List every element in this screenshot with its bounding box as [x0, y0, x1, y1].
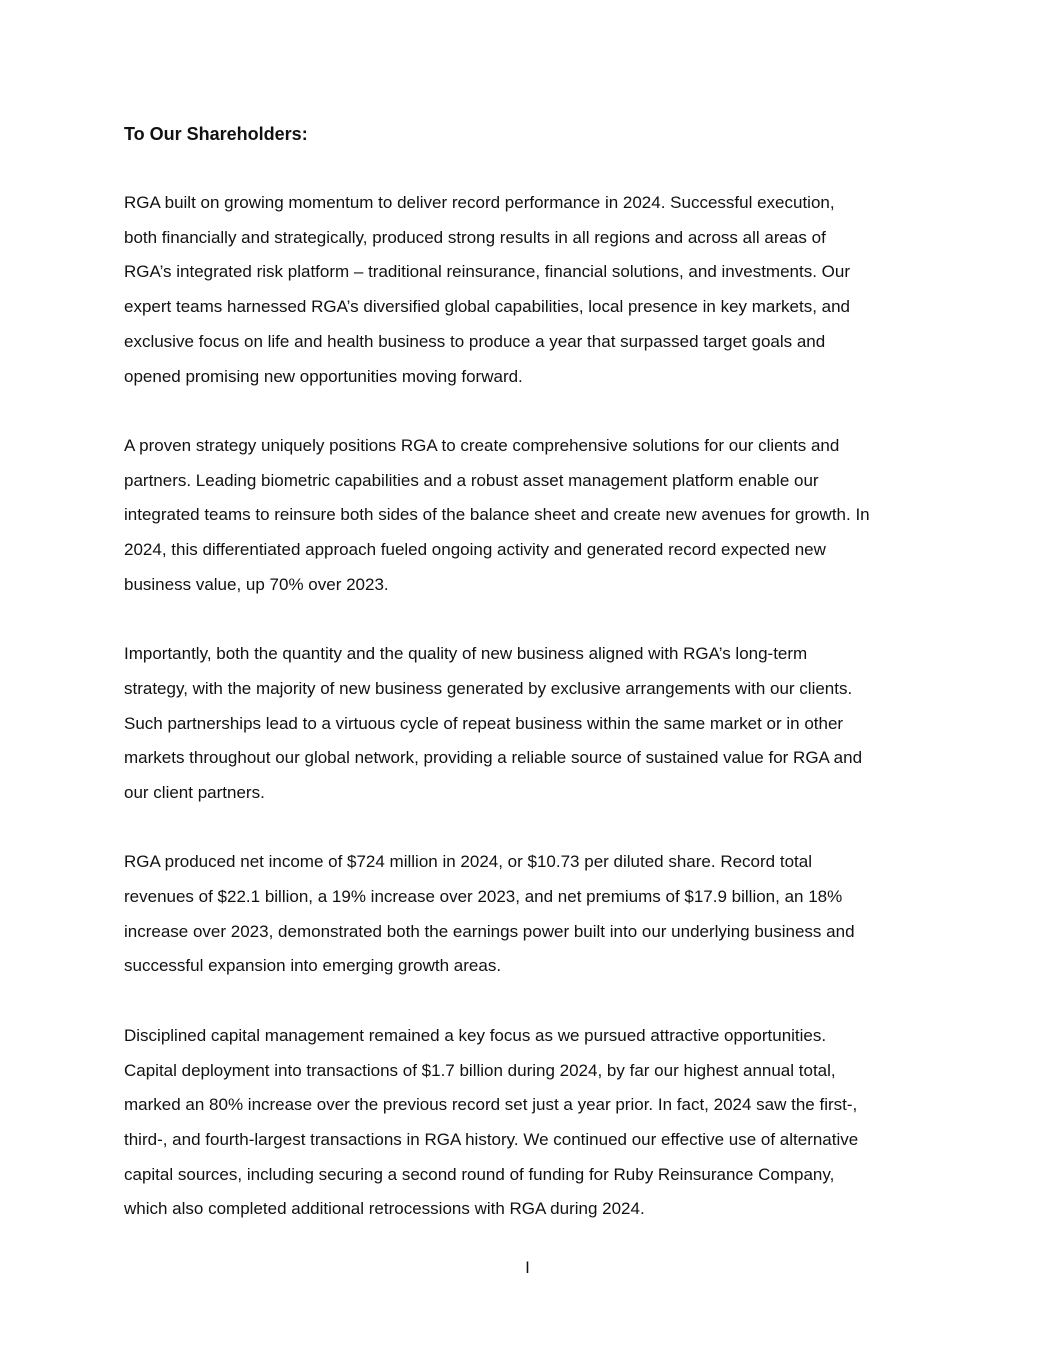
paragraph [124, 845, 934, 984]
paragraph-line: Capital deployment into transactions of $1.7 billion during 2024, by far our highest annual total, [124, 1060, 836, 1080]
page-number: I [525, 1258, 530, 1277]
paragraph-line: revenues of $22.1 billion, a 19% increase over 2023, and net premiums of $17.9 billion, an 18% [124, 887, 843, 907]
paragraph-line: expert teams harnessed RGA’s diversified global capabilities, local presence in key markets, and [124, 297, 851, 317]
paragraph [124, 186, 934, 394]
paragraph-line: 2024, this differentiated approach fueled ongoing activity and generated record expected new [124, 540, 826, 560]
paragraph [124, 637, 934, 811]
paragraph-line: markets throughout our global network, providing a reliable source of sustained value for RGA and [124, 748, 863, 768]
paragraph-line: Such partnerships lead to a virtuous cycle of repeat business within the same market or in other [124, 713, 844, 733]
paragraph-line: business value, up 70% over 2023. [124, 574, 389, 594]
paragraph-line: third-, and fourth-largest transactions in RGA history. We continued our effective use of alternative [124, 1129, 859, 1149]
paragraph-line: A proven strategy uniquely positions RGA to create comprehensive solutions for our clients and [124, 435, 840, 455]
paragraph-line: our client partners. [124, 782, 265, 802]
paragraph-line: opened promising new opportunities moving forward. [124, 366, 523, 386]
paragraph [124, 429, 934, 603]
paragraph-line: exclusive focus on life and health business to produce a year that surpassed target goals and [124, 331, 826, 351]
paragraph-line: strategy, with the majority of new business generated by exclusive arrangements with our clients. [124, 678, 853, 698]
letter-heading: To Our Shareholders: [124, 124, 308, 144]
paragraph-line: Importantly, both the quantity and the quality of new business aligned with RGA’s long-term [124, 644, 808, 664]
paragraph-line: increase over 2023, demonstrated both the earnings power built into our underlying business and [124, 921, 855, 941]
paragraph-line: which also completed additional retrocessions with RGA during 2024. [124, 1199, 645, 1219]
paragraph [124, 1019, 934, 1227]
paragraph-line: both financially and strategically, produced strong results in all regions and across all areas of [124, 227, 826, 247]
paragraph-line: successful expansion into emerging growth areas. [124, 956, 502, 976]
paragraph-line: RGA built on growing momentum to deliver record performance in 2024. Successful execution, [124, 193, 835, 212]
letter-body [124, 186, 934, 1262]
paragraph-line: partners. Leading biometric capabilities and a robust asset management platform enable our [124, 470, 819, 490]
paragraph-line: RGA produced net income of $724 million in 2024, or $10.73 per diluted share. Record total [124, 852, 812, 872]
paragraph-line: integrated teams to reinsure both sides of the balance sheet and create new avenues for growth. In [124, 505, 870, 525]
paragraph-line: Disciplined capital management remained a key focus as we pursued attractive opportunities. [124, 1025, 827, 1045]
paragraph-line: capital sources, including securing a second round of funding for Ruby Reinsurance Company, [124, 1164, 835, 1184]
paragraph-line: RGA’s integrated risk platform – traditional reinsurance, financial solutions, and investments. Our [124, 262, 850, 282]
paragraph-line: marked an 80% increase over the previous record set just a year prior. In fact, 2024 saw the first-, [124, 1095, 858, 1115]
